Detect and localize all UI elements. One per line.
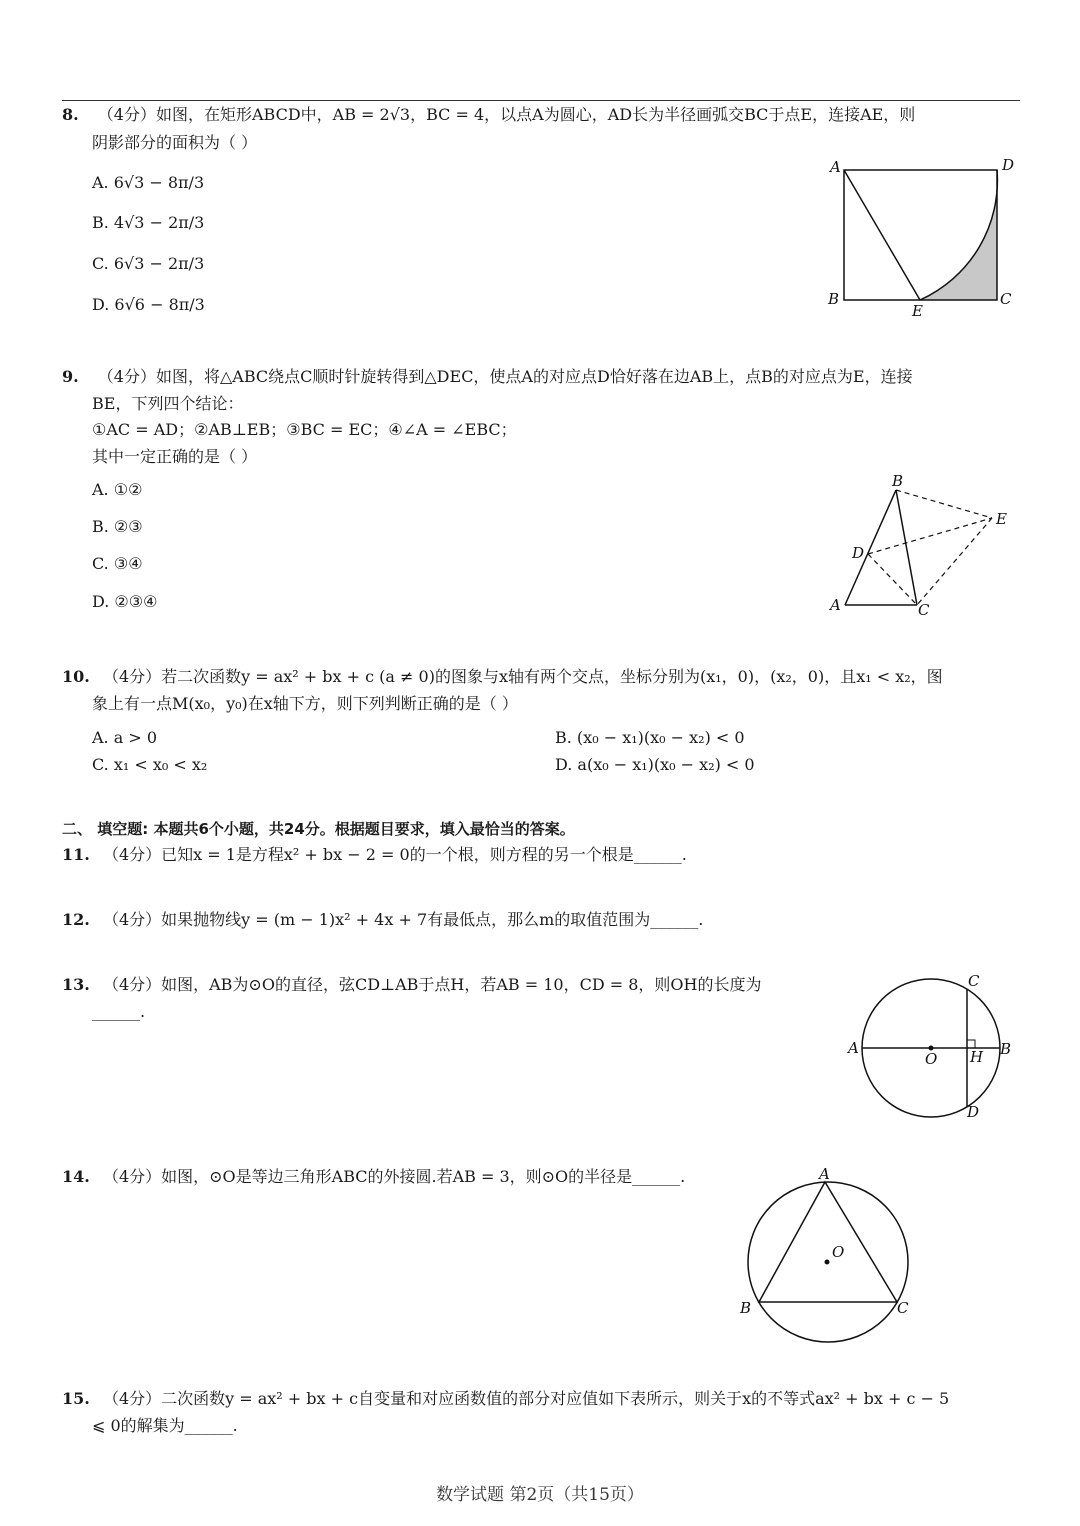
q8-stem-line2: 阴影部分的面积为（ ） [92,133,258,152]
q13-number: 13. [62,975,90,994]
q8-stem-line1: （4分）如图，在矩形ABCD中，AB = 2√3，BC = 4，以点A为圆心，AD长为半径画弧交BC于点E，连接AE，则 [97,105,916,124]
q14-line [62,1166,685,1188]
q8-segment-ae [844,170,920,300]
q14-triangle-abc [759,1182,897,1302]
q13-label-b: B [1000,1040,1012,1058]
q8-option-c[interactable]: C. 6√3 − 2π/3 [92,254,205,273]
q9-label-b: B [892,472,904,490]
q9-stem-line1: （4分）如图，将△ABC绕点C顺时针旋转得到△DEC，使点A的对应点D恰好落在边AB上，点B的对应点为E，连接 [97,367,913,386]
q10-option-c[interactable]: C. x₁ < x₀ < x₂ [92,755,208,774]
q11-line [62,844,687,866]
q8-label-e: E [912,302,923,320]
q9-label-a: A [830,596,841,614]
q9-number: 9. [62,367,79,386]
q10-line1 [62,666,943,688]
q10-stem-line1: （4分）若二次函数y = ax² + bx + c (a ≠ 0)的图象与x轴有两个交点，坐标分别为(x₁，0)，(x₂，0)，且x₁ < x₂，图 [102,667,943,686]
q9-segment-de [868,518,992,554]
q15-stem-line1: （4分）二次函数y = ax² + bx + c自变量和对应函数值的部分对应值如下表所示，则关于x的不等式ax² + bx + c − 5 [102,1389,950,1408]
q9-option-b[interactable]: B. ②③ [92,517,143,536]
q9-figure-rotation [820,470,1020,620]
q9-label-c: C [918,601,930,619]
q8-label-d: D [1002,156,1015,174]
q14-label-a: A [819,1165,830,1183]
q14-figure-circumcircle [735,1165,925,1355]
q12-stem: （4分）如果抛物线y = (m − 1)x² + 4x + 7有最低点，那么m的取值范围为______. [102,910,704,929]
q9-label-d: D [852,544,865,562]
q13-line1 [62,974,762,996]
q10-option-b[interactable]: B. (x₀ − x₁)(x₀ − x₂) < 0 [555,728,745,747]
q13-stem-line1: （4分）如图，AB为⊙O的直径，弦CD⊥AB于点H，若AB = 10，CD = 8，则OH的长度为 [102,975,762,994]
q15-number: 15. [62,1389,90,1408]
q13-label-c: C [968,972,980,990]
q9-option-a[interactable]: A. ①② [92,480,143,499]
q9-option-c[interactable]: C. ③④ [92,554,143,573]
q8-line1 [62,104,915,126]
q9-segment-be [896,490,992,518]
q13-label-h: H [970,1048,984,1066]
q15-line1 [62,1388,949,1410]
q8-option-a[interactable]: A. 6√3 − 8π/3 [92,173,205,192]
q14-label-c: C [897,1299,909,1317]
q8-label-b: B [828,290,840,308]
q10-number: 10. [62,667,90,686]
q14-label-o: O [832,1243,845,1261]
q9-segment-bc [896,490,917,605]
q14-label-b: B [740,1299,752,1317]
q14-number: 14. [62,1167,90,1186]
q13-stem-line2: ______. [92,1002,146,1021]
q8-label-a: A [830,158,841,176]
q12-number: 12. [62,910,90,929]
q9-stem-line3: ①AC = AD；②AB⊥EB；③BC = EC；④∠A = ∠EBC； [92,420,517,439]
q13-right-angle-mark [967,1040,975,1048]
header-rule [62,100,1020,101]
q9-label-e: E [996,510,1007,528]
q13-label-o: O [925,1050,938,1068]
q15-stem-line2: ⩽ 0的解集为______. [92,1416,238,1435]
q9-stem-line4: 其中一定正确的是（ ） [92,447,258,466]
q11-number: 11. [62,845,90,864]
q8-label-c: C [1000,290,1012,308]
q9-segment-ec [917,518,992,605]
q10-option-a[interactable]: A. a > 0 [92,728,158,747]
q10-option-d[interactable]: D. a(x₀ − x₁)(x₀ − x₂) < 0 [555,755,755,774]
q8-figure-rectangle [820,150,1030,325]
q8-option-b[interactable]: B. 4√3 − 2π/3 [92,213,205,232]
q14-center-dot [825,1260,830,1265]
q13-label-a: A [848,1039,859,1057]
q14-stem: （4分）如图，⊙O是等边三角形ABC的外接圆.若AB = 3，则⊙O的半径是______. [102,1167,686,1186]
section-2-heading: 二、 填空题: 本题共6个小题，共24分。根据题目要求，填入最恰当的答案。 [62,820,575,838]
q12-line [62,909,703,931]
q8-option-d[interactable]: D. 6√6 − 8π/3 [92,295,205,314]
q11-stem: （4分）已知x = 1是方程x² + bx − 2 = 0的一个根，则方程的另一个根是______. [102,845,687,864]
page-footer: 数学试题 第2页（共15页） [436,1485,644,1505]
q9-line1 [62,366,913,388]
q13-label-d: D [967,1103,980,1121]
q8-number: 8. [62,105,79,124]
q9-stem-line2: BE，下列四个结论： [92,394,244,413]
q9-option-d[interactable]: D. ②③④ [92,592,158,611]
q10-stem-line2: 象上有一点M(x₀，y₀)在x轴下方，则下列判断正确的是（ ） [92,694,518,713]
q13-figure-circle [840,970,1030,1125]
